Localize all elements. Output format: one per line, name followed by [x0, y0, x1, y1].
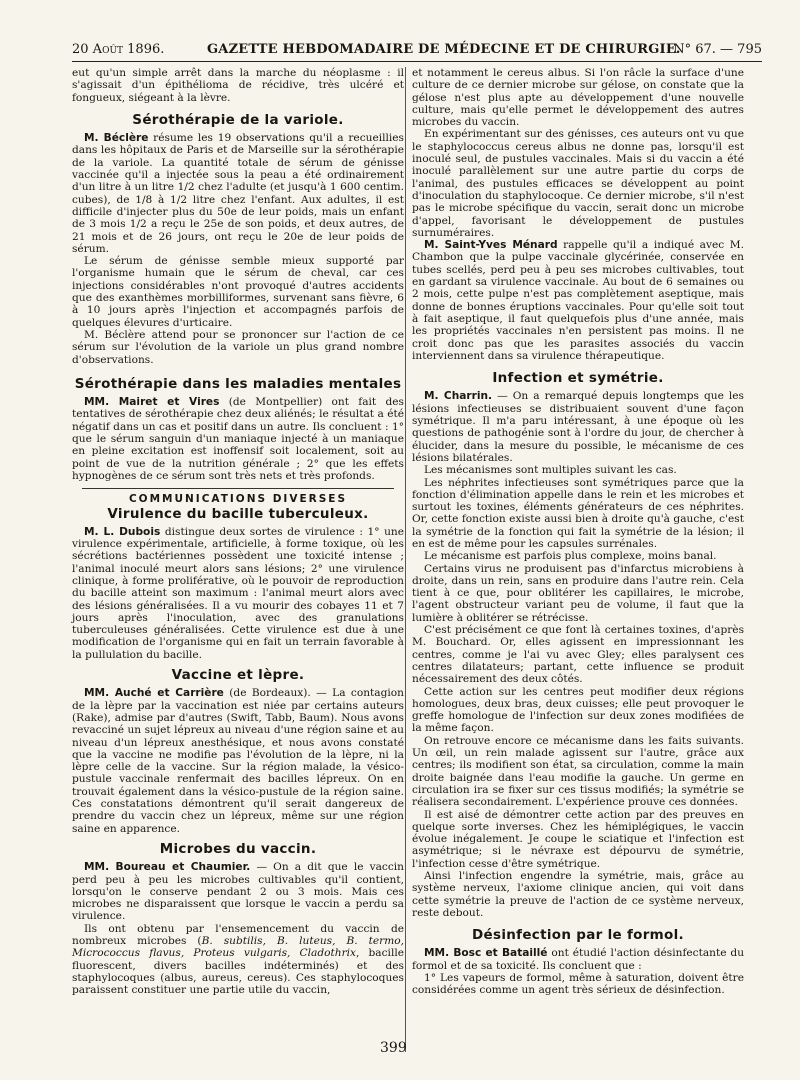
paragraph: En expérimentant sur des génisses, ces auteurs ont vu que le staphylococcus cereus albus ne donne pas, lorsqu'il est inoculé seul, de pustules vaccinales. Mais si du vaccin a été inoculé parallèlement sur une autre partie du corps de l'animal, des pustules efficaces se développent au point d'inoculation du staphylocoque. Ce dernier microbe, s'il n'est pas le microbe spécifique du vaccin, serait donc un microbe d'appel, favorisant le développement de pustules surnuméraires.	[412, 128, 744, 239]
journal-title: GAZETTE HEBDOMADAIRE DE MÉDECINE ET DE CHIRURGIE.	[207, 42, 681, 57]
author-name: M. Saint-Yves Ménard	[424, 239, 558, 252]
author-name: MM. Boureau et Chaumier.	[84, 861, 251, 874]
section-title: Sérothérapie de la variole.	[132, 111, 344, 128]
column-divider	[405, 67, 406, 1052]
author-name: MM. Mairet et Vires	[84, 396, 220, 409]
paragraph: M. Béclère résume les 19 observations qu'il a recueillies dans les hôpitaux de Paris et de Marseille sur la sérothérapie de la variole. La quantité totale de sérum de génisse vaccinée qu'il a injectée sous la peau a été ordinairement d'un litre à un litre 1/2 chez l'adulte (et jusqu'à 1 600 centim. cubes), de 1/8 à 1/2 litre chez l'enfant. Aux adultes, il est difficile d'injecter plus du 50e de leur poids, mais un enfant de 3 mois 1/2 a reçu le 25e de son poids, et deux autres, de 21 mois et de 26 jours, ont reçu le 20e de leur poids de sérum.	[72, 132, 404, 255]
page-folio: 399	[380, 1040, 407, 1056]
paragraph: Les mécanismes sont multiples suivant les cas.	[424, 464, 677, 477]
paragraph: Le mécanisme est parfois plus complexe, moins banal.	[424, 550, 717, 563]
paragraph: MM. Mairet et Vires (de Montpellier) ont fait des tentatives de sérothérapie chez deux aliénés; le résultat a été négatif dans un cas et positif dans un autre. Ils concluent : 1° que le sérum sanguin d'un maniaque injecté à un maniaque en pleine excitation est inoffensif soit localement, soit au point de vue de la nutrition générale ; 2° que les effets hypnogènes de ce sérum sont très nets et très profonds.	[72, 396, 404, 482]
author-name: M. L. Dubois	[84, 525, 161, 538]
section-title: Virulence du bacille tuberculeux.	[107, 505, 369, 522]
section-heading: COMMUNICATIONS DIVERSES	[128, 493, 348, 506]
paragraph: C'est précisément ce que font là certaines toxines, d'après M. Bouchard. Or, elles agissent en impressionnant les centres, comme je l'ai vu avec Gley; elles paralysent ces centres dilatateurs; partant, cette influence se produit nécessairement des deux côtés.	[412, 624, 744, 686]
paragraph: 1° Les vapeurs de formol, même à saturation, doivent être considérées comme un agent très sérieux de désinfection.	[412, 972, 744, 997]
paragraph: eut qu'un simple arrêt dans la marche du néoplasme : il s'agissait d'un épithélioma de récidive, très ulcéré et fongueux, siégeant à la lèvre.	[72, 67, 404, 104]
author-name: MM. Bosc et Bataillé	[424, 947, 548, 960]
section-title: Désinfection par le formol.	[472, 927, 684, 944]
running-header	[72, 38, 762, 62]
section-title: Vaccine et lèpre.	[171, 667, 305, 684]
paragraph: Il est aisé de démontrer cette action par des preuves en quelque sorte inverses. Chez les hémiplégiques, le vaccin évolue inégalement. Je coupe le sciatique et l'infection est asymétrique; si le névraxe est dépourvu de symétrie, l'infection cesse d'être symétrique.	[412, 808, 744, 870]
section-title: Sérothérapie dans les maladies mentales	[74, 375, 402, 392]
paragraph: M. Saint-Yves Ménard rappelle qu'il a indiqué avec M. Chambon que la pulpe vaccinale glycérinée, conservée en tubes scellés, perd peu à peu ses microbes cultivables, tout en gardant sa virulence vaccinale. Au bout de 6 semaines ou 2 mois, cette pulpe n'est pas complètement aseptique, mais donne de bonnes éruptions vaccinales. Pour qu'elle soit tout à fait aseptique, il faut quelquefois plus d'une année, mais les propriétés vaccinales n'en persistent pas moins. Il ne croit donc pas que les parasites associés du vaccin interviennent dans sa virulence thérapeutique.	[412, 239, 745, 362]
paragraph: Cette action sur les centres peut modifier deux régions homologues, deux bras, deux cuisses; elle peut provoquer le greffe homologue de l'infection sur deux zones modifiées de la même façon.	[412, 685, 744, 735]
paragraph: On retrouve encore ce mécanisme dans les faits suivants. Un œil, un rein malade agissent sur l'autre, grâce aux centres; ils modifient son état, sa circulation, comme la main droite baignée dans l'eau modifie la gauche. Un germe en circulation ira se fixer sur ces tissus modifiés; la symétrie se réalisera secondairement. L'expérience prouve ces données.	[412, 734, 744, 809]
author-name: MM. Auché et Carrière	[84, 687, 224, 700]
paragraph: Les néphrites infectieuses sont symétriques parce que la fonction d'élimination appelle dans le rein et les microbes et surtout les toxines, éléments générateurs de ces néphrites. Or, cette fonction existe aussi bien à droite qu'à gauche, c'est la symétrie de la fonction qui fait la symétrie de la lésion; il en est de même pour les capsules surrénales.	[412, 476, 744, 550]
paragraph: MM. Bosc et Bataillé ont étudié l'action désinfectante du formol et de sa toxicité. Ils concluent que :	[412, 947, 745, 972]
paragraph: M. L. Dubois distingue deux sortes de virulence : 1° une virulence expérimentale, artificielle, à forme toxique, où les sécrétions bactériennes possèdent une toxicité intense ; l'animal inoculé meurt alors sans lésions; 2° une virulence clinique, à forme proliférative, où le pouvoir de reproduction du bacille atteint son maximum : l'animal meurt alors avec des lésions généralisées. Il a vu mourir des cobayes 11 et 7 jours après l'inoculation, avec des granulations tuberculeuses généralisées. Cette virulence est due à une modification de l'organisme qui en fait un terrain favorable à la pullulation du bacille.	[72, 525, 404, 661]
right-column	[412, 67, 744, 997]
section-rule	[82, 488, 394, 489]
issue-date: 20 Août 1896.	[72, 42, 165, 57]
paragraph: MM. Boureau et Chaumier. — On a dit que le vaccin perd peu à peu les microbes cultivables qu'il contient, lorsqu'on le conserve pendant 2 ou 3 mois. Mais ces microbes ne disparaissent que lorsque le vaccin a perdu sa virulence.	[72, 861, 404, 923]
paragraph: Le sérum de génisse semble mieux supporté par l'organisme humain que le sérum de cheval, car ces injections considérables n'ont provoqué d'autres accidents que des exanthèmes morbilliformes, survenant sans fièvre, 6 à 10 jours après l'injection et accompagnés parfois de quelques élevures d'urticaire.	[72, 255, 404, 329]
section-title: Microbes du vaccin.	[159, 840, 317, 857]
issue-page-number: N° 67. — 795	[673, 42, 762, 57]
paragraph: Ils ont obtenu par l'ensemencement du vaccin de nombreux microbes (B. subtilis, B. luteus, B. termo, Micrococcus flavus, Proteus vulgaris, Cladothrix, bacille fluorescent, divers bacilles indéterminés) et des staphylocoques (albus, aureus, cereus). Ces staphylocoques paraissent constituer une partie utile du vaccin,	[72, 922, 404, 997]
paragraph: M. Charrin. — On a remarqué depuis longtemps que les lésions infectieuses se distribuaient souvent d'une façon symétrique. Il m'a paru intéressant, à une époque où les questions de pathogénie sont à l'ordre du jour, de chercher à élucider, dans la mesure du possible, le mécanisme de ces lésions bilatérales.	[412, 390, 744, 464]
paragraph: et notamment le cereus albus. Si l'on râcle la surface d'une culture de ce dernier microbe sur gélose, on constate que la gélose n'est plus apte au développement d'une nouvelle culture, mais qu'elle permet le développement des autres microbes du vaccin.	[412, 67, 744, 129]
section-title: Infection et symétrie.	[492, 370, 664, 387]
paragraph: M. Béclère attend pour se prononcer sur l'action de ce sérum sur l'évolution de la variole un plus grand nombre d'observations.	[72, 328, 404, 366]
paragraph: Certains virus ne produisent pas d'infarctus microbiens à droite, dans un rein, sans en produire dans l'autre rein. Cela tient à ce que, pour oblitérer les capillaires, le microbe, l'agent obstructeur variant peu de volume, il faut que la lumière à oblitérer se rétrécisse.	[412, 562, 744, 624]
author-name: M. Charrin.	[424, 390, 493, 403]
author-name: M. Béclère	[84, 132, 149, 145]
paragraph: MM. Auché et Carrière (de Bordeaux). — La contagion de la lèpre par la vaccination est niée par certains auteurs (Rake), admise par d'autres (Swift, Tabb, Baum). Nous avons revacciné un sujet lépreux au niveau d'une région saine et au niveau d'un lépreux anesthésique, et nous avons constaté que la vaccine ne modifie pas l'évolution de la lèpre, ni la lèpre celle de la vaccine. Sur la région malade, la vésico-pustule vaccinale renfermait des bacilles lépreux. On en trouvait également dans la vésico-pustule de la région saine. Ces constatations démontrent qu'il serait dangereux de prendre du vaccin chez un lépreux, même sur une région saine en apparence.	[72, 687, 404, 835]
left-column	[72, 67, 404, 996]
paragraph: Ainsi l'infection engendre la symétrie, mais, grâce au système nerveux, l'axiome clinique ancien, qui voit dans cette symétrie la preuve de l'action de ce système nerveux, reste debout.	[412, 870, 744, 919]
